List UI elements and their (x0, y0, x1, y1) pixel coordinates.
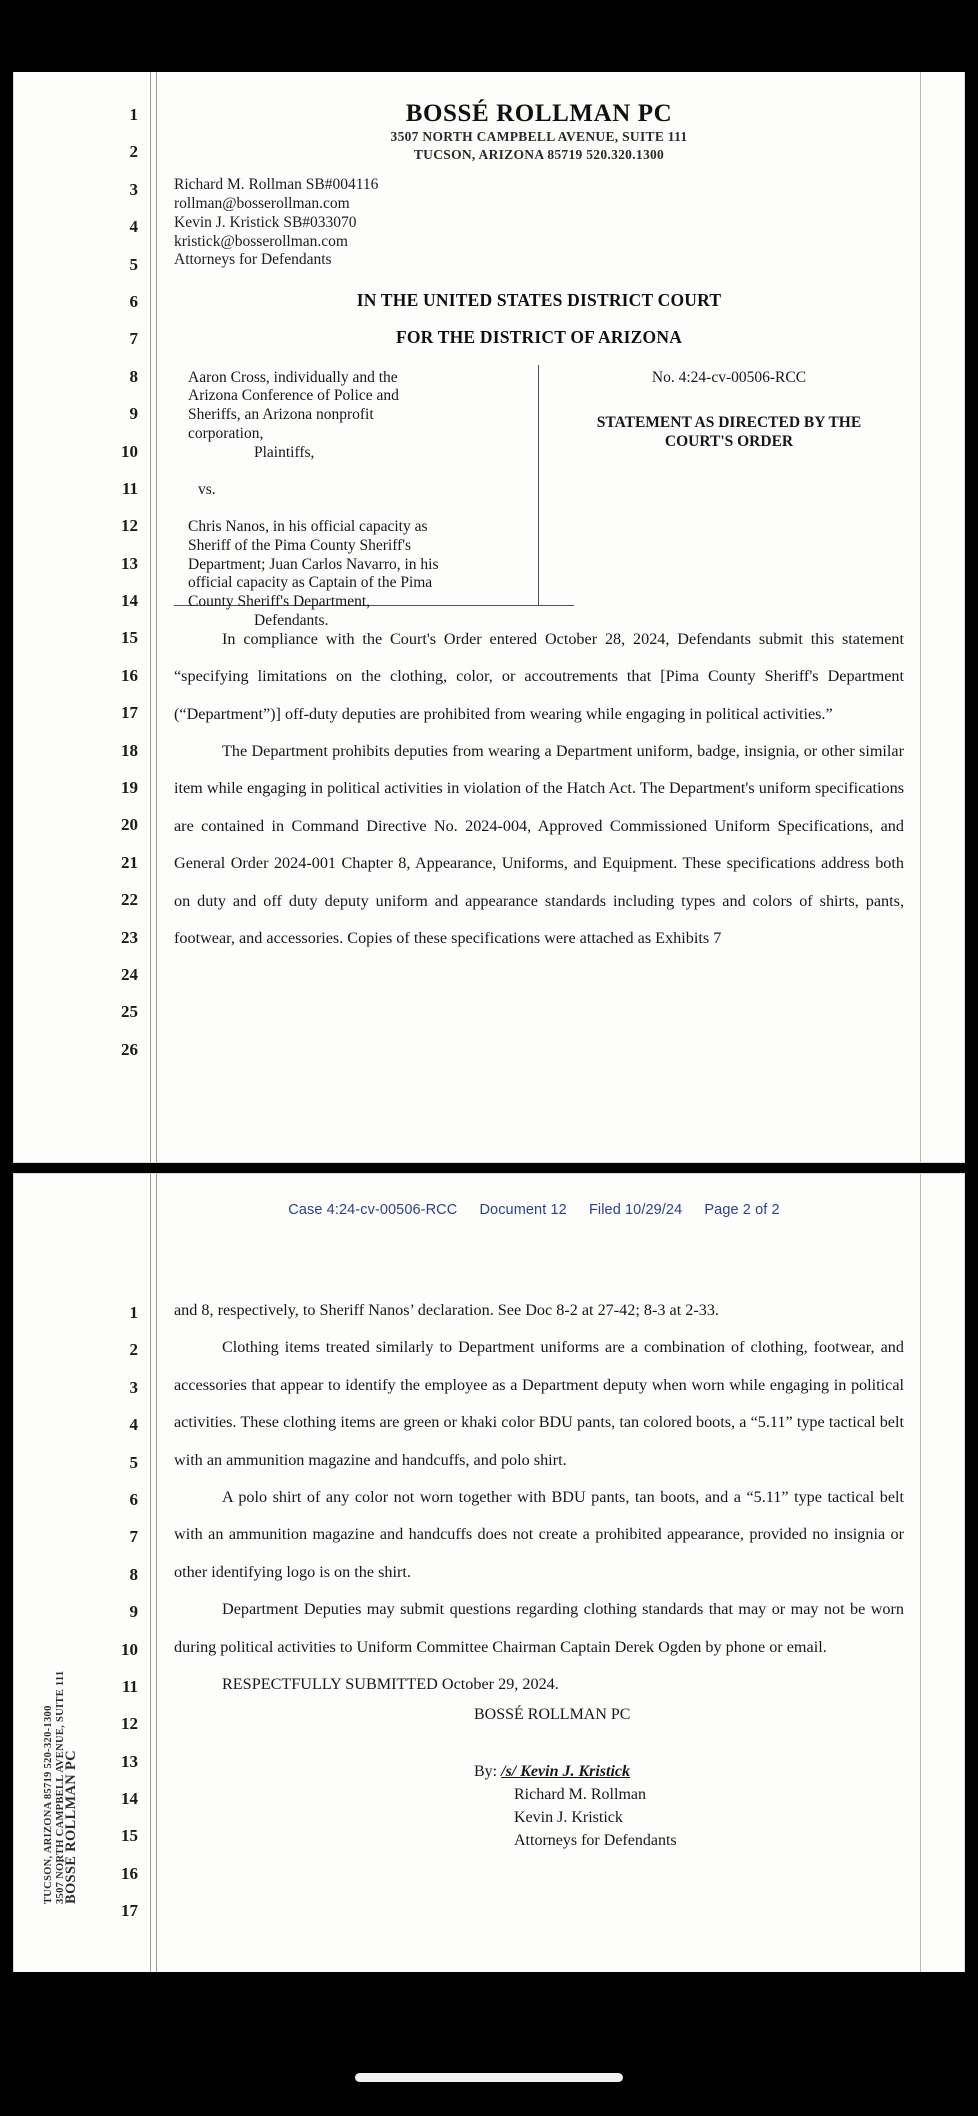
page1-content (174, 94, 904, 957)
letterhead (174, 94, 904, 164)
plaintiffs-label: Plaintiffs, (254, 443, 315, 461)
line-number: 18 (121, 740, 138, 760)
line-number: 6 (129, 291, 138, 311)
document-page-2[interactable] (14, 1174, 964, 1972)
pleading-rule-left-outer (150, 1174, 151, 1972)
line-number: 8 (129, 1564, 138, 1584)
line-number: 26 (121, 1039, 138, 1059)
body-paragraph: In compliance with the Court's Order entered October 28, 2024, Defendants submit this statement “specifying limitations on the clothing, color, or accoutrements that [Pima County Sheriff's Department (“Department”)] off-duty deputies are prohibited from wearing while engaging in political activities.” (174, 629, 904, 723)
defendant-line: official capacity as Captain of the Pima (188, 574, 433, 592)
defendant-line: Sheriff of the Pima County Sheriff's (188, 537, 412, 555)
line-number: 11 (121, 1676, 138, 1696)
line-number: 20 (121, 815, 138, 835)
line-number: 14 (121, 1789, 138, 1809)
attorney-2-name: Kevin J. Kristick SB#033070 (174, 213, 357, 231)
line-number: 10 (121, 1639, 138, 1659)
page2-content (174, 1292, 904, 1852)
defendant-line: Chris Nanos, in his official capacity as (188, 518, 428, 536)
by-label: By: (474, 1763, 498, 1781)
document-scroll-viewport[interactable] (0, 72, 978, 1972)
signature-firm-name: BOSSÉ ROLLMAN PC (474, 1706, 631, 1724)
signature-name-1: Richard M. Rollman (514, 1786, 646, 1804)
pleading-rule-right (920, 1174, 921, 1972)
pleading-rule-left-inner (156, 72, 157, 1162)
case-number: No. 4:24-cv-00506-RCC (651, 368, 807, 386)
line-number-column-page1 (98, 96, 138, 1068)
line-number: 25 (121, 1002, 138, 1022)
signature-role: Attorneys for Defendants (514, 1832, 677, 1850)
line-number: 13 (121, 553, 138, 573)
line-number: 12 (121, 516, 138, 536)
line-number: 22 (121, 890, 138, 910)
home-indicator[interactable] (355, 2073, 623, 2082)
caption-spacer (188, 500, 528, 519)
sidebar-address-line-2: TUCSON, ARIZONA 85719 520-320-1300 (43, 1705, 54, 1904)
caption-spacer (188, 462, 528, 481)
body-paragraph: Clothing items treated similarly to Department uniforms are a combination of clothing, footwear, and accessories that appear to identify the employee as a Department deputy when worn while engaging in political activities. These clothing items are green or khaki color BDU pants, tan colored boots, a “5.11” type tactical belt with an ammunition magazine and handcuffs, and polo shirt. (174, 1338, 904, 1469)
line-number: 15 (121, 628, 138, 648)
line-number: 17 (121, 1901, 138, 1921)
signature-by-line (474, 1760, 904, 1783)
line-number: 17 (121, 703, 138, 723)
defendant-line: Department; Juan Carlos Navarro, in his (188, 555, 439, 573)
ecf-case-number: Case 4:24-cv-00506-RCC (288, 1202, 458, 1218)
firm-address-line-2: TUCSON, ARIZONA 85719 520.320.1300 (413, 147, 665, 163)
ecf-document-number: Document 12 (479, 1202, 567, 1218)
line-number: 13 (121, 1751, 138, 1771)
counsel-role: Attorneys for Defendants (174, 251, 332, 269)
line-number: 19 (121, 778, 138, 798)
ecf-page-number: Page 2 of 2 (704, 1202, 780, 1218)
body-paragraph: A polo shirt of any color not worn together with BDU pants, tan boots, and a “5.11” type tactical belt with an ammunition magazine and handcuffs does not create a prohibited appearance, provided no insignia or other identifying logo is on the shirt. (174, 1488, 904, 1581)
ecf-header-banner (174, 1202, 894, 1218)
signature-block (474, 1703, 904, 1852)
court-heading-line-1: IN THE UNITED STATES DISTRICT COURT (356, 289, 722, 310)
plaintiff-line: Aaron Cross, individually and the (188, 368, 398, 386)
attorney-1-email[interactable]: rollman@bosserollman.com (174, 195, 350, 213)
pleading-rule-right (920, 72, 921, 1162)
line-number: 7 (129, 1527, 138, 1547)
attorney-2-email[interactable]: kristick@bosserollman.com (174, 232, 348, 250)
vertical-firm-sidebar (43, 1474, 94, 1904)
caption-parties (188, 369, 528, 631)
body-paragraph: Department Deputies may submit questions regarding clothing standards that may or may not be worn during political activities to Uniform Committee Chairman Captain Derek Ogden by phone or email. (174, 1600, 904, 1656)
line-number: 24 (121, 964, 138, 984)
line-number: 16 (121, 665, 138, 685)
line-number: 1 (129, 1303, 138, 1322)
plaintiff-line: Sheriffs, an Arizona nonprofit (188, 406, 374, 424)
signature-name-2: Kevin J. Kristick (514, 1809, 623, 1827)
plaintiff-line: corporation, (188, 424, 264, 442)
line-number: 4 (129, 1415, 138, 1435)
line-number: 23 (121, 927, 138, 947)
sidebar-firm-name: BOSSÉ ROLLMAN PC (63, 1750, 79, 1904)
firm-name: BOSSÉ ROLLMAN PC (405, 100, 673, 127)
respectfully-submitted-line: RESPECTFULLY SUBMITTED October 29, 2024. (222, 1675, 559, 1694)
caption-case-info (554, 369, 904, 452)
line-number: 14 (121, 591, 138, 611)
line-number: 16 (121, 1863, 138, 1883)
document-page-1[interactable] (14, 72, 964, 1162)
line-number: 2 (129, 142, 138, 162)
attorney-1-name: Richard M. Rollman SB#004116 (174, 176, 379, 194)
line-number: 1 (129, 105, 138, 124)
body-paragraph: The Department prohibits deputies from wearing a Department uniform, badge, insignia, or other similar item while engaging in political activities in violation of the Hatch Act. The Department's uniform specifications are contained in Command Directive No. 2024-004, Approved Commissioned Uniform Specifications, and General Order 2024-001 Chapter 8, Appearance, Uniforms, and Equipment. These specifications address both on duty and off duty deputy uniform and appearance standards including types and colors of shirts, pants, footwear, and accessories. Copies of these specifications were attached as Exhibits 7 (174, 741, 904, 948)
defendants-label: Defendants. (254, 611, 329, 629)
line-number: 5 (129, 1452, 138, 1472)
line-number-column-page2 (98, 1294, 138, 1930)
line-number: 12 (121, 1714, 138, 1734)
pleading-rule-left-outer (150, 72, 151, 1162)
caption-vertical-divider (538, 365, 539, 605)
line-number: 2 (129, 1340, 138, 1360)
line-number: 3 (129, 179, 138, 199)
sidebar-address-line-1: 3507 NORTH CAMPBELL AVENUE, SUITE 111 (55, 1670, 66, 1904)
document-title-line-2: COURT'S ORDER (664, 433, 794, 451)
court-heading-line-2: FOR THE DISTRICT OF ARIZONA (395, 327, 683, 348)
defendant-line: County Sheriff's Department, (188, 593, 371, 611)
court-heading (174, 282, 904, 357)
line-number: 9 (129, 404, 138, 424)
line-number: 6 (129, 1489, 138, 1509)
line-number: 15 (121, 1826, 138, 1846)
bottom-bar (0, 1972, 978, 2116)
line-number: 10 (121, 441, 138, 461)
document-title-line-1: STATEMENT AS DIRECTED BY THE (596, 414, 862, 432)
pleading-rule-left-inner (156, 1174, 157, 1972)
line-number: 8 (129, 366, 138, 386)
electronic-signature: /s/ Kevin J. Kristick (501, 1763, 631, 1781)
line-number: 7 (129, 329, 138, 349)
counsel-block (174, 176, 904, 270)
case-caption (174, 365, 904, 629)
line-number: 9 (129, 1602, 138, 1622)
line-number: 21 (121, 852, 138, 872)
versus-label: vs. (198, 480, 216, 498)
body-paragraph: and 8, respectively, to Sheriff Nanos’ declaration. See Doc 8-2 at 27-42; 8-3 at 2-33. (174, 1301, 719, 1319)
plaintiff-line: Arizona Conference of Police and (188, 387, 399, 405)
line-number: 4 (129, 217, 138, 237)
line-number: 11 (121, 478, 138, 498)
ecf-filed-date: Filed 10/29/24 (588, 1202, 683, 1218)
status-bar (0, 0, 978, 72)
firm-address-line-1: 3507 NORTH CAMPBELL AVENUE, SUITE 111 (390, 129, 688, 144)
line-number: 5 (129, 254, 138, 274)
line-number: 3 (129, 1377, 138, 1397)
